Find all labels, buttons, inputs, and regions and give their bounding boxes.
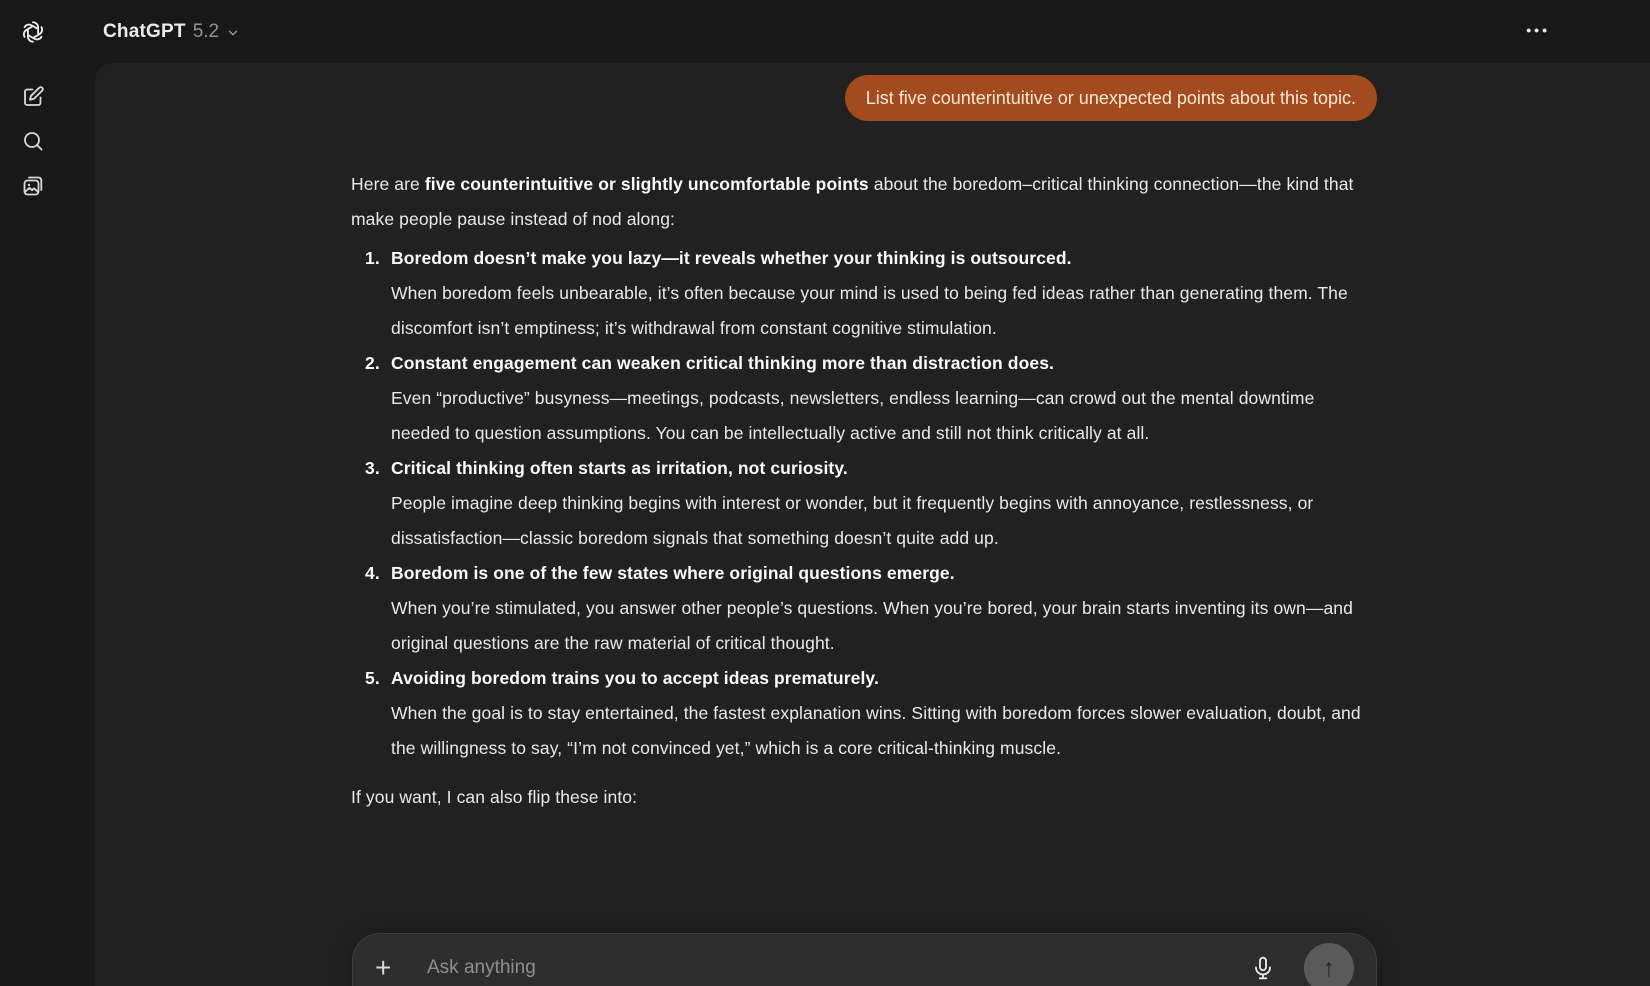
- chat-canvas: [95, 63, 1650, 986]
- app-title: ChatGPT: [103, 20, 186, 42]
- list-item-heading: Critical thinking often starts as irritation, not curiosity.: [391, 458, 848, 478]
- model-switcher[interactable]: [95, 15, 250, 49]
- list-item-body: When boredom feels unbearable, it’s often because your mind is used to being fed ideas rather than generating them. The discomfort isn’t emptiness; it’s withdrawal from constant cognitive stimulation.: [391, 283, 1348, 338]
- intro-bold-text: five counterintuitive or slightly uncomfortable points: [424, 174, 869, 194]
- list-item-heading: Constant engagement can weaken critical thinking more than distraction does.: [391, 353, 1055, 373]
- sidebar-rail: [0, 0, 95, 986]
- list-item-number: 3.: [365, 458, 380, 478]
- user-message-row: [351, 63, 1377, 121]
- list-item-heading: Boredom doesn’t make you lazy—it reveals whether your thinking is outsourced.: [391, 248, 1072, 268]
- new-chat-icon[interactable]: [21, 85, 45, 109]
- more-options-icon[interactable]: •••: [1526, 22, 1550, 38]
- list-item-body: When you’re stimulated, you answer other people’s questions. When you’re bored, your brain starts inventing its own—and original questions are the raw material of critical thought.: [391, 598, 1353, 653]
- plus-icon[interactable]: +: [375, 952, 392, 983]
- search-icon[interactable]: [21, 129, 45, 153]
- model-version-label: 5.2: [192, 20, 220, 42]
- list-item-body: Even “productive” busyness—meetings, podcasts, newsletters, endless learning—can crowd out the mental downtime needed to question assumptions. You can be intellectually active and still not think critically at all.: [391, 388, 1315, 443]
- assistant-outro: If you want, I can also flip these into:: [351, 787, 638, 807]
- library-icon[interactable]: [21, 174, 45, 198]
- user-message-bubble: List five counterintuitive or unexpected points about this topic.: [845, 75, 1377, 121]
- list-item-number: 4.: [365, 563, 380, 583]
- list-item-number: 5.: [365, 668, 380, 688]
- mic-icon[interactable]: [1250, 955, 1276, 981]
- list-item: [365, 346, 1377, 451]
- list-item-number: 2.: [365, 353, 380, 373]
- list-item: [365, 556, 1377, 661]
- list-item-number: 1.: [365, 248, 380, 268]
- list-item: [365, 451, 1377, 556]
- top-bar: [95, 0, 1650, 63]
- list-item-body: People imagine deep thinking begins with interest or wonder, but it frequently begins with annoyance, restlessness, or dissatisfaction—classic boredom signals that something doesn’t quite add up.: [391, 493, 1314, 548]
- list-item-heading: Boredom is one of the few states where original questions emerge.: [391, 563, 955, 583]
- message-input[interactable]: [425, 956, 1250, 980]
- list-item: [365, 241, 1377, 346]
- assistant-intro: [351, 167, 1377, 237]
- assistant-message: [351, 167, 1377, 815]
- list-item-heading: Avoiding boredom trains you to accept ideas prematurely.: [391, 668, 879, 688]
- assistant-numbered-list: [351, 241, 1377, 766]
- chevron-down-icon: [226, 26, 240, 40]
- intro-text: Here are: [351, 174, 425, 194]
- conversation-thread: [351, 63, 1377, 815]
- send-arrow-icon: ↑: [1322, 953, 1336, 982]
- list-item-body: When the goal is to stay entertained, the fastest explanation wins. Sitting with boredom forces slower evaluation, doubt, and the willingness to say, “I’m not convinced yet,” which is a core critical-thinking muscle.: [391, 703, 1361, 758]
- composer: [352, 933, 1377, 986]
- intro-text-suffix: about the boredom–critical thinking connection—the kind that make people pause instead of nod along:: [351, 174, 1354, 229]
- list-item: [365, 661, 1377, 766]
- openai-logo-icon[interactable]: [20, 19, 46, 45]
- send-button[interactable]: [1304, 943, 1354, 986]
